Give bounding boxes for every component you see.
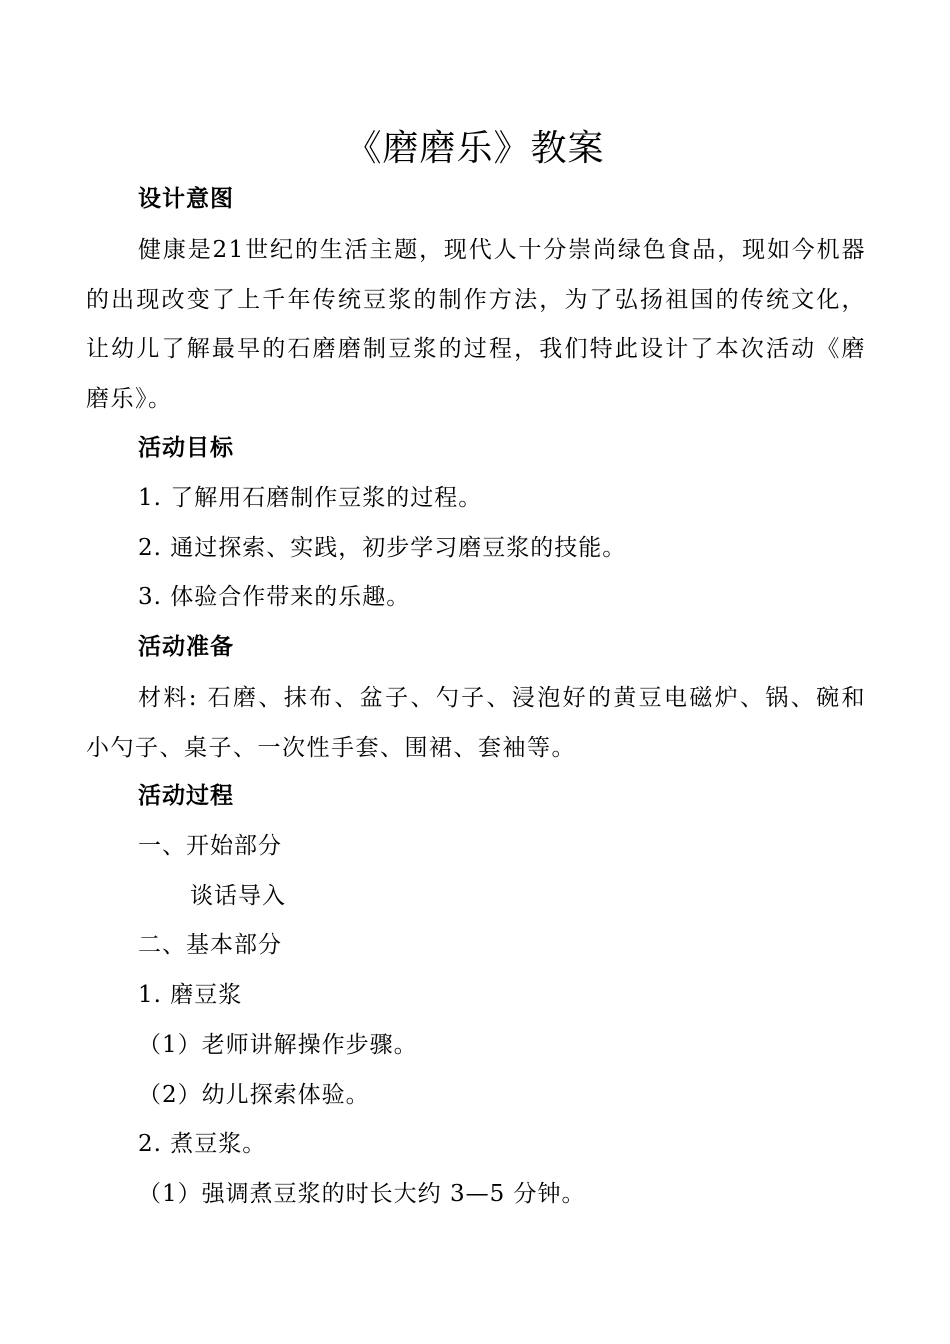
heading-preparation: 活动准备 [138,634,234,660]
process-part-2: 二、基本部分 [138,932,282,958]
heading-process: 活动过程 [138,783,234,809]
document-title: 《磨磨乐》教案 [345,128,605,169]
process-part-1-sub: 谈话导入 [190,883,286,909]
goal-item-3: 3. 体验合作带来的乐趣。 [138,584,411,610]
process-step-1-a: （1）老师讲解操作步骤。 [138,1032,418,1058]
process-step-2: 2. 煮豆浆。 [138,1131,267,1157]
process-step-1: 1. 磨豆浆 [138,982,243,1008]
heading-goals: 活动目标 [138,435,234,461]
process-part-1: 一、开始部分 [138,833,282,859]
process-step-1-b: （2）幼儿探索体验。 [138,1082,370,1108]
design-intent-paragraph: 健康是21世纪的生活主题，现代人十分崇尚绿色食品，现如今机器的出现改变了上千年传统豆浆的制作方法，为了弘扬祖国的传统文化，让幼儿了解最早的石磨磨制豆浆的过程，我们特此设计了本次活动《磨磨乐》。 [86,237,866,412]
process-step-2-a: （1）强调煮豆浆的时长大约 3—5 分钟。 [138,1181,586,1207]
goal-item-2: 2. 通过探索、实践，初步学习磨豆浆的技能。 [138,535,627,561]
goal-item-1: 1. 了解用石磨制作豆浆的过程。 [138,485,483,511]
preparation-paragraph: 材料: 石磨、抹布、盆子、勺子、浸泡好的黄豆电磁炉、锅、碗和小勺子、桌子、一次性手套、围裙、套袖等。 [86,685,866,761]
heading-design-intent: 设计意图 [138,186,234,212]
